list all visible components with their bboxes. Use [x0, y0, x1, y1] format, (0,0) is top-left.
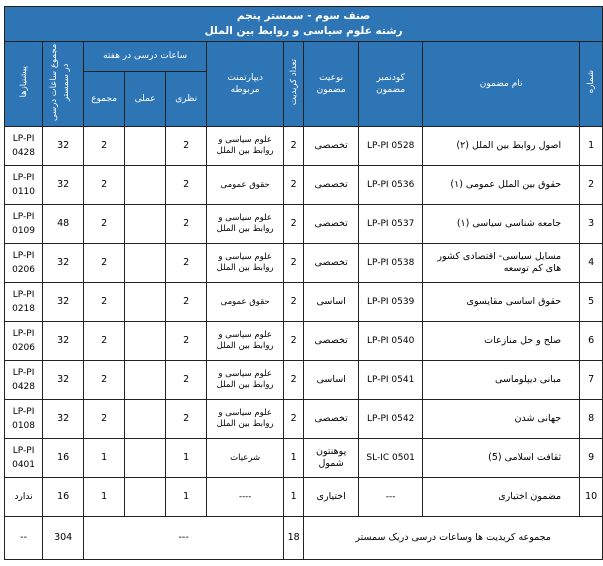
table-row	[5, 244, 603, 283]
title-line-2: رشته علوم سیاسی و روابط بین الملل	[204, 25, 403, 37]
table-row	[5, 205, 603, 244]
course-code: LP-PI 0538	[359, 244, 423, 283]
credit-count: 1	[284, 439, 304, 478]
theory-hours: 2	[166, 322, 207, 361]
semester-hours: 32	[43, 400, 84, 439]
credit-count: 2	[284, 205, 304, 244]
practical-hours	[125, 166, 166, 205]
subject-name: مسایل سیاسی- اقتصادی کشور های کم توسعه	[423, 244, 580, 283]
subject-name: جامعه شناسی سیاسی (۱)	[423, 205, 580, 244]
department: ----	[207, 478, 284, 517]
subject-type: اساسی	[304, 361, 359, 400]
table-row	[5, 439, 603, 478]
header-department: دیپارتمنت مربوطه	[207, 42, 284, 127]
practical-hours	[125, 439, 166, 478]
header-subject: نام مضمون	[423, 42, 580, 127]
credit-count: 2	[284, 166, 304, 205]
semester-hours: 32	[43, 127, 84, 166]
header-semester-hours: مجموع ساعات درسی در سمستر	[43, 42, 84, 127]
department: حقوق عمومی	[207, 283, 284, 322]
practical-hours	[125, 322, 166, 361]
theory-hours: 2	[166, 205, 207, 244]
practical-hours	[125, 478, 166, 517]
credit-count: 2	[284, 322, 304, 361]
department: شرعیات	[207, 439, 284, 478]
title-line-1: صنف سوم - سمستر پنجم	[236, 10, 371, 22]
subject-type: تخصصی	[304, 400, 359, 439]
total-weekly-hours: 2	[84, 166, 125, 205]
semester-hours: 16	[43, 478, 84, 517]
semester-hours: 32	[43, 322, 84, 361]
course-code: LP-PI 0536	[359, 166, 423, 205]
subject-name: جهانی شدن	[423, 400, 580, 439]
course-code: LP-PI 0537	[359, 205, 423, 244]
header-weekly-hours: ساعات درسی در هفته	[84, 42, 207, 72]
subject-type: تخصصی	[304, 322, 359, 361]
row-number: 7	[580, 361, 603, 400]
practical-hours	[125, 361, 166, 400]
table-row	[5, 322, 603, 361]
subject-type: تخصصی	[304, 205, 359, 244]
credit-count: 2	[284, 244, 304, 283]
row-number: 10	[580, 478, 603, 517]
prerequisite: LP-PI 0428	[5, 127, 43, 166]
table-row	[5, 400, 603, 439]
prerequisite: LP-PI 0108	[5, 400, 43, 439]
prerequisite: ندارد	[5, 478, 43, 517]
theory-hours: 1	[166, 478, 207, 517]
summary-credits: 18	[284, 517, 304, 560]
summary-hours: 304	[43, 517, 84, 560]
department: علوم سیاسی و روابط بین الملل	[207, 127, 284, 166]
credit-count: 1	[284, 478, 304, 517]
department: علوم سیاسی و روابط بین الملل	[207, 205, 284, 244]
table-row	[5, 166, 603, 205]
prerequisite: LP-PI 0206	[5, 244, 43, 283]
semester-hours: 32	[43, 283, 84, 322]
practical-hours	[125, 127, 166, 166]
theory-hours: 2	[166, 166, 207, 205]
total-weekly-hours: 2	[84, 283, 125, 322]
prerequisite: LP-PI 0110	[5, 166, 43, 205]
row-number: 3	[580, 205, 603, 244]
semester-hours: 32	[43, 361, 84, 400]
prerequisite: LP-PI 0401	[5, 439, 43, 478]
prerequisite: LP-PI 0206	[5, 322, 43, 361]
department: علوم سیاسی و روابط بین الملل	[207, 400, 284, 439]
department: علوم سیاسی و روابط بین الملل	[207, 244, 284, 283]
practical-hours	[125, 244, 166, 283]
total-weekly-hours: 2	[84, 361, 125, 400]
subject-name: اصول روابط بین الملل (۲)	[423, 127, 580, 166]
credit-count: 2	[284, 283, 304, 322]
header-credits: تعداد کریدیت	[284, 42, 304, 127]
header-theory: نظری	[166, 71, 207, 126]
subject-type: پوهنتون شمول	[304, 439, 359, 478]
subject-name: ثقافت اسلامی (5)	[423, 439, 580, 478]
theory-hours: 2	[166, 361, 207, 400]
prerequisite: LP-PI 0109	[5, 205, 43, 244]
table-row	[5, 361, 603, 400]
practical-hours	[125, 400, 166, 439]
prerequisite: LP-PI 0428	[5, 361, 43, 400]
theory-hours: 1	[166, 439, 207, 478]
row-number: 4	[580, 244, 603, 283]
header-total: مجموع	[84, 71, 125, 126]
subject-type: اختیاری	[304, 478, 359, 517]
curriculum-table	[4, 6, 603, 560]
header-no: شماره	[580, 42, 603, 127]
table-title	[5, 7, 603, 42]
summary-prereq: --	[5, 517, 43, 560]
course-code: LP-PI 0539	[359, 283, 423, 322]
theory-hours: 2	[166, 244, 207, 283]
department: علوم سیاسی و روابط بین الملل	[207, 361, 284, 400]
department: علوم سیاسی و روابط بین الملل	[207, 322, 284, 361]
course-code: SL-IC 0501	[359, 439, 423, 478]
header-practical: عملی	[125, 71, 166, 126]
table-row	[5, 127, 603, 166]
semester-hours: 32	[43, 166, 84, 205]
total-weekly-hours: 2	[84, 322, 125, 361]
department: حقوق عمومی	[207, 166, 284, 205]
course-code: ---	[359, 478, 423, 517]
theory-hours: 2	[166, 283, 207, 322]
credit-count: 2	[284, 400, 304, 439]
total-weekly-hours: 2	[84, 400, 125, 439]
subject-name: حقوق اساسی مقایسوی	[423, 283, 580, 322]
course-code: LP-PI 0540	[359, 322, 423, 361]
subject-type: تخصصی	[304, 244, 359, 283]
total-weekly-hours: 2	[84, 127, 125, 166]
header-type: نوعیت مضمون	[304, 42, 359, 127]
subject-type: اساسی	[304, 283, 359, 322]
total-weekly-hours: 1	[84, 439, 125, 478]
row-number: 6	[580, 322, 603, 361]
prerequisite: LP-PI 0218	[5, 283, 43, 322]
total-weekly-hours: 1	[84, 478, 125, 517]
subject-name: صلح و حل منازعات	[423, 322, 580, 361]
course-code: LP-PI 0542	[359, 400, 423, 439]
subject-name: حقوق بین الملل عمومی (۱)	[423, 166, 580, 205]
practical-hours	[125, 283, 166, 322]
row-number: 8	[580, 400, 603, 439]
theory-hours: 2	[166, 127, 207, 166]
semester-hours: 16	[43, 439, 84, 478]
table-row	[5, 478, 603, 517]
table-row	[5, 283, 603, 322]
semester-hours: 32	[43, 244, 84, 283]
total-weekly-hours: 2	[84, 244, 125, 283]
course-code: LP-PI 0541	[359, 361, 423, 400]
practical-hours	[125, 205, 166, 244]
credit-count: 2	[284, 361, 304, 400]
row-number: 9	[580, 439, 603, 478]
credit-count: 2	[284, 127, 304, 166]
row-number: 1	[580, 127, 603, 166]
subject-type: تخصصی	[304, 166, 359, 205]
subject-name: مضمون اختیاری	[423, 478, 580, 517]
semester-hours: 48	[43, 205, 84, 244]
row-number: 5	[580, 283, 603, 322]
subject-type: تخصصی	[304, 127, 359, 166]
theory-hours: 2	[166, 400, 207, 439]
header-code: کودنمبر مضمون	[359, 42, 423, 127]
summary-label: مجموعه کریدیت ها وساعات درسی دریک سمستر	[304, 517, 603, 560]
row-number: 2	[580, 166, 603, 205]
subject-name: مبانی دیپلوماسی	[423, 361, 580, 400]
header-prereq: پیشنیازها	[5, 42, 43, 127]
course-code: LP-PI 0528	[359, 127, 423, 166]
total-weekly-hours: 2	[84, 205, 125, 244]
summary-weekly: ---	[84, 517, 284, 560]
